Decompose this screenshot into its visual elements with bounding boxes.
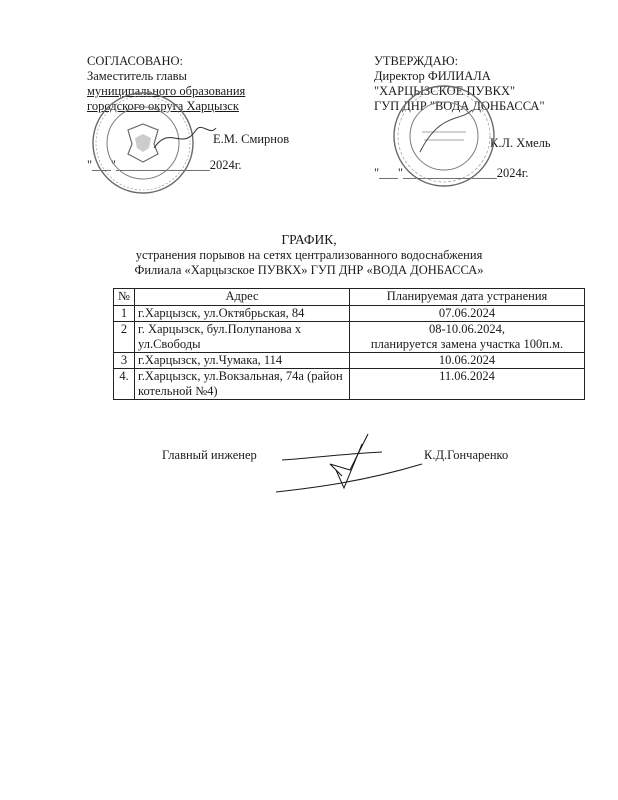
table-row [114,306,585,322]
row-number: 1 [114,306,135,322]
row-date: 08-10.06.2024, [428,322,506,336]
approval-right [374,54,545,114]
column-header-address: Адрес [135,289,350,306]
approval-left [87,54,245,114]
row-date: 10.06.2024 [350,353,585,369]
approval-left-district: городского округа Харцызск [87,99,239,113]
row-date: 11.06.2024 [350,369,585,400]
document-subtitle: устранения порывов на сетях централизованного водоснабжения [135,248,483,263]
column-header-number: № [114,289,135,306]
approval-right-signatory: К.Л. Хмель [490,136,551,150]
approval-left-signatory: Е.М. Смирнов [213,132,290,146]
footer-signatory: К.Д.Гончаренко [424,448,509,462]
approval-left-heading: СОГЛАСОВАНО: [87,54,184,68]
approval-right-branch: "ХАРЦЫЗСКОЕ ПУВКХ" [374,84,516,98]
table-row [114,369,585,400]
row-address: г. Харцызск, бул.Полупанова х ул.Свободы [135,322,350,353]
column-header-date: Планируемая дата устранения [350,289,585,306]
approval-right-heading: УТВЕРЖДАЮ: [374,54,459,68]
handwritten-signature-icon [272,430,432,500]
row-number: 4. [114,369,135,400]
table-row [114,353,585,369]
row-number: 3 [114,353,135,369]
document-organization: Филиала «Харцызское ПУВКХ» ГУП ДНР «ВОДА ДОНБАССА» [134,263,484,278]
row-address: г.Харцызск, ул.Чумака, 114 [135,353,350,369]
row-number: 2 [114,322,135,353]
table-row [114,322,585,353]
approval-right-position: Директор ФИЛИАЛА [374,69,491,83]
row-address: г.Харцызск, ул.Октябрьская, 84 [135,306,350,322]
approval-right-organization: ГУП ДНР "ВОДА ДОНБАССА" [374,99,545,113]
footer-role: Главный инженер [162,448,257,462]
approval-left-organization: муниципального образования [87,84,246,98]
row-date: 07.06.2024 [350,306,585,322]
document-title-block [0,232,618,278]
row-date-note: планируется замена участка 100п.м. [370,337,564,351]
approval-right-date: "___"_______________2024г. [374,166,529,180]
left-approval-signature-icon [150,118,220,158]
document-title: ГРАФИК, [281,232,337,247]
table-header-row [114,289,585,306]
approval-left-position: Заместитель главы [87,69,187,83]
row-address: г.Харцызск, ул.Вокзальная, 74а (район котельной №4) [135,369,350,400]
row-date-cell [350,322,585,353]
approval-left-date: "___"_______________2024г. [87,158,242,172]
repair-schedule-table [113,288,585,400]
